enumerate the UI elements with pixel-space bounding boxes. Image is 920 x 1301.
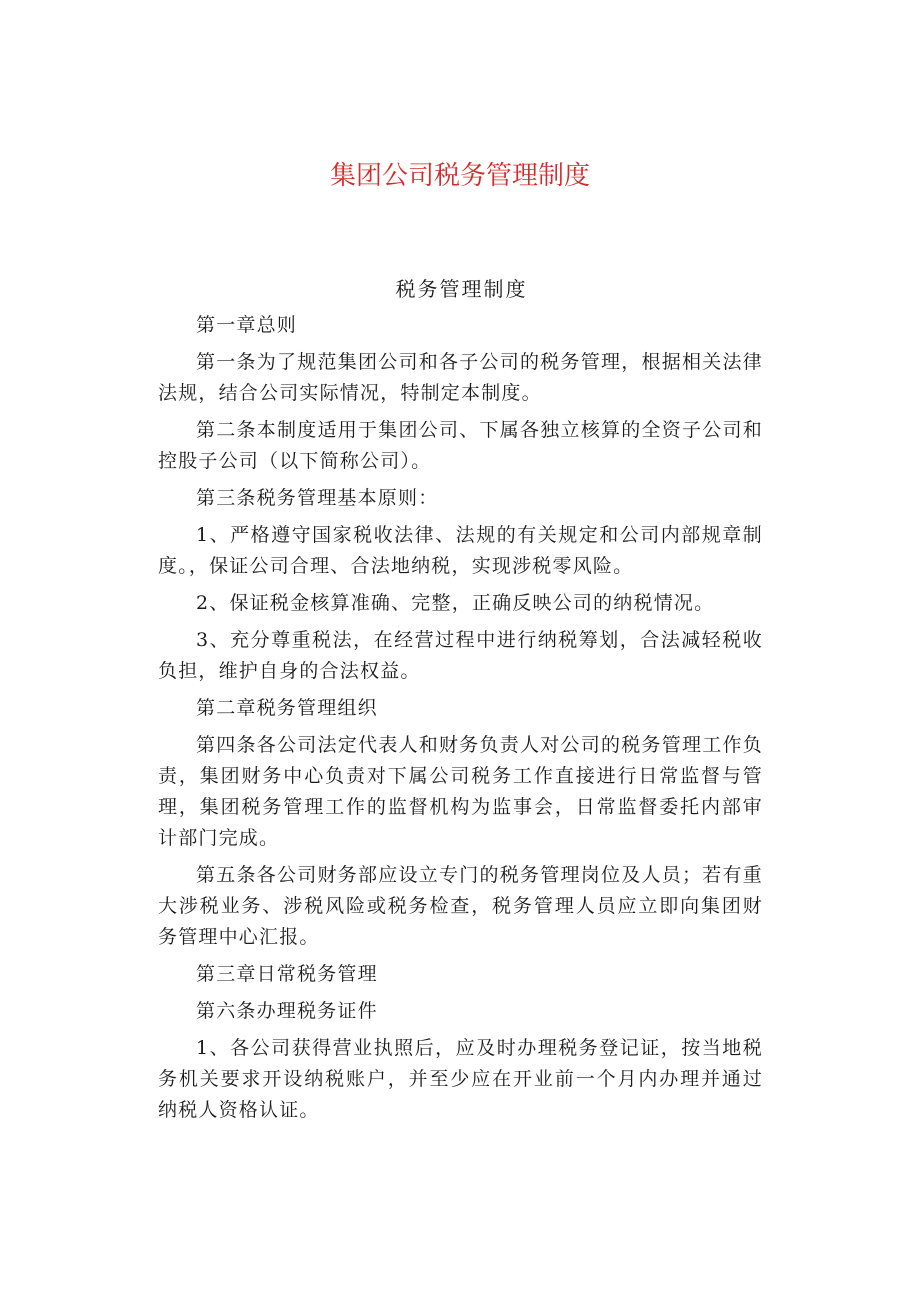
paragraph: 第一条为了规范集团公司和各子公司的税务管理，根据相关法律法规，结合公司实际情况，特制定本制度。 <box>158 351 763 404</box>
paragraph: 1、严格遵守国家税收法律、法规的有关规定和公司内部规章制度。，保证公司合理、合法地纳税，实现涉税零风险。 <box>158 524 763 577</box>
paragraph: 3、充分尊重税法，在经营过程中进行纳税筹划，合法减轻税收负担，维护自身的合法权益。 <box>158 629 763 682</box>
document-body <box>158 274 763 1132</box>
chapter-heading: 第一章总则 <box>196 314 298 336</box>
paragraph: 第二条本制度适用于集团公司、下属各独立核算的全资子公司和控股子公司（以下简称公司）。 <box>158 419 763 472</box>
document-subtitle: 税务管理制度 <box>395 277 528 301</box>
article-heading: 第六条办理税务证件 <box>196 1000 378 1022</box>
article-heading: 第三条税务管理基本原则： <box>196 487 439 509</box>
paragraph: 第五条各公司财务部应设立专门的税务管理岗位及人员；若有重大涉税业务、涉税风险或税务检查，税务管理人员应立即向集团财务管理中心汇报。 <box>158 864 763 948</box>
chapter-heading: 第二章税务管理组织 <box>196 697 378 719</box>
chapter-heading: 第三章日常税务管理 <box>196 963 378 985</box>
document-title: 集团公司税务管理制度 <box>329 161 590 191</box>
paragraph: 第四条各公司法定代表人和财务负责人对公司的税务管理工作负责，集团财务中心负责对下属公司税务工作直接进行日常监督与管理，集团税务管理工作的监督机构为监事会，日常监督委托内部审计部门完成。 <box>158 734 763 849</box>
paragraph: 2、保证税金核算准确、完整，正确反映公司的纳税情况。 <box>196 592 715 614</box>
paragraph: 1、各公司获得营业执照后，应及时办理税务登记证，按当地税务机关要求开设纳税账户，并至少应在开业前一个月内办理并通过纳税人资格认证。 <box>158 1037 763 1121</box>
